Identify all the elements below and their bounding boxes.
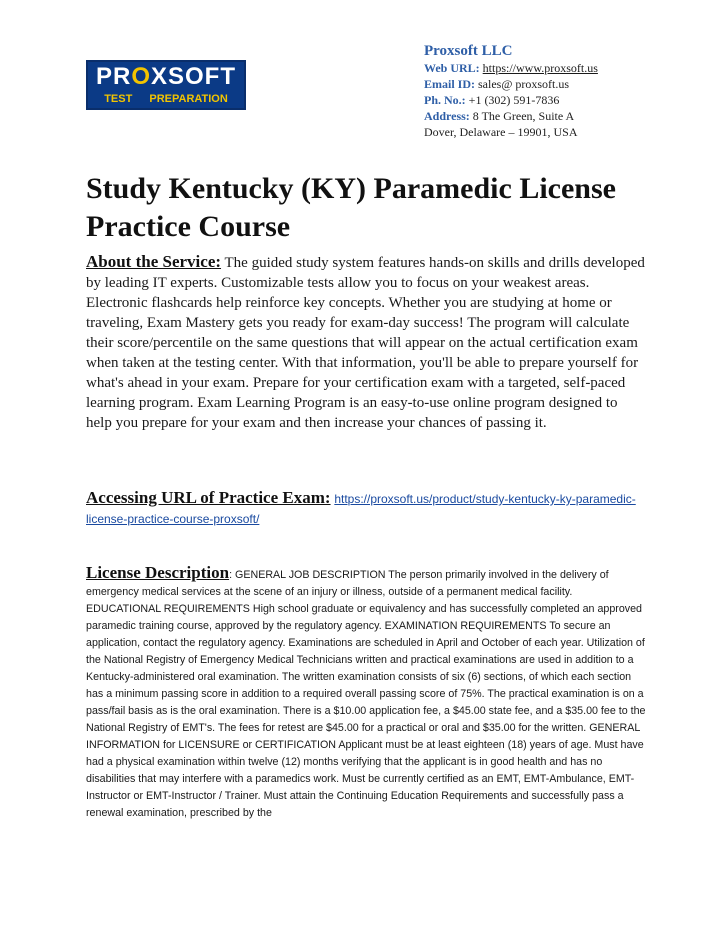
license-text: GENERAL JOB DESCRIPTION The person primarily involved in the delivery of emergency medical services at the scene of an injury or illness, outside of a permanent medical facility. EDUCATIONAL REQUIREMENTS High school graduate or equivalency and has successfully completed an approved paramedic training course, approved by the regulatory agency. EXAMINATION REQUIREMENTS To secure an application, contact the regulatory agency. Examinations are scheduled in April and October of each year. Utilization of the National Registry of Emergency Medical Technicians written and practical examinations are used in addition to a Kentucky-administered oral examination. The written examination consists of six (6) sections, of which each section has a minimum passing score in addition to a required overall passing score of 75%. The practical examination is on a pass/fail basis as is the oral examination. There is a $10.00 application fee, a $45.00 state fee, and a $35.00 fee to the National Registry of EMT's. The fees for retest are $45.00 for a practical or oral and $35.00 for the written. GENERAL INFORMATION for LICENSURE or CERTIFICATION Applicant must be at least eighteen (18) years of age. Must have had a physical examination within twelve (12) months verifying that the applicant is in good health and has no disabilities that may interfere with a paramedics work. Must be currently certified as an EMT, EMT-Ambulance, EMT-Instructor or EMT-Instructor / Trainer. Must attain the Continuing Education Requirements and successfully pass a renewal examination, prescribed by the	[86, 569, 646, 819]
logo-word-end: XSOFT	[151, 63, 237, 90]
access-heading: Accessing URL of Practice Exam:	[86, 488, 331, 507]
logo-tagline-right: PREPARATION	[149, 93, 228, 105]
about-section	[86, 252, 646, 433]
access-url-section	[86, 488, 646, 529]
license-section	[86, 564, 646, 822]
license-heading: License Description	[86, 563, 230, 582]
about-heading: About the Service:	[86, 252, 222, 271]
about-text: The guided study system features hands-on skills and drills developed by leading IT experts. Customizable tests allow you to focus on your weakest areas. Electronic flashcards help reinforce key concepts. Whether you are studying at home or traveling, Exam Mastery gets you ready for exam-day success! The program will calculate their score/percentile on the same questions that will appear on the actual certification exam when taken at the testing center. With that information, you'll be able to prepare yourself for what's ahead in your exam. Prepare for your certification exam with a targeted, self-paced learning program. Exam Learning Program is an easy-to-use online program designed to help you prepare for your exam and then increase your chances of passing it.	[86, 255, 645, 431]
logo-word-o: O	[131, 63, 151, 90]
address-row-2	[424, 124, 704, 140]
license-colon: :	[229, 569, 233, 581]
page-title: Study Kentucky (KY) Paramedic License Practice Course	[86, 172, 616, 243]
phone-row	[424, 92, 704, 108]
address-label: Address:	[424, 109, 470, 123]
phone-value: +1 (302) 591-7836	[468, 93, 560, 107]
logo-word-start: PR	[95, 63, 132, 90]
address-line1: 8 The Green, Suite A	[472, 109, 575, 123]
logo-tagline	[88, 92, 244, 106]
email-label: Email ID:	[424, 77, 475, 91]
phone-label: Ph. No.:	[424, 93, 466, 107]
logo-tagline-left: TEST	[104, 93, 133, 105]
proxsoft-logo	[86, 60, 246, 110]
contact-block	[424, 42, 704, 140]
web-url-row	[424, 60, 704, 76]
address-line2: Dover, Delaware – 19901, USA	[424, 125, 578, 139]
logo-wordmark	[88, 64, 244, 90]
company-name: Proxsoft LLC	[424, 43, 513, 59]
web-url-label: Web URL:	[424, 61, 480, 75]
email-value: sales@ proxsoft.us	[478, 77, 570, 91]
email-row	[424, 76, 704, 92]
web-url-link[interactable]: https://www.proxsoft.us	[482, 61, 598, 75]
practice-exam-link[interactable]: https://proxsoft.us/product/study-kentucky-ky-paramedic-license-practice-course-proxsoft/	[86, 492, 636, 526]
address-row	[424, 108, 704, 124]
